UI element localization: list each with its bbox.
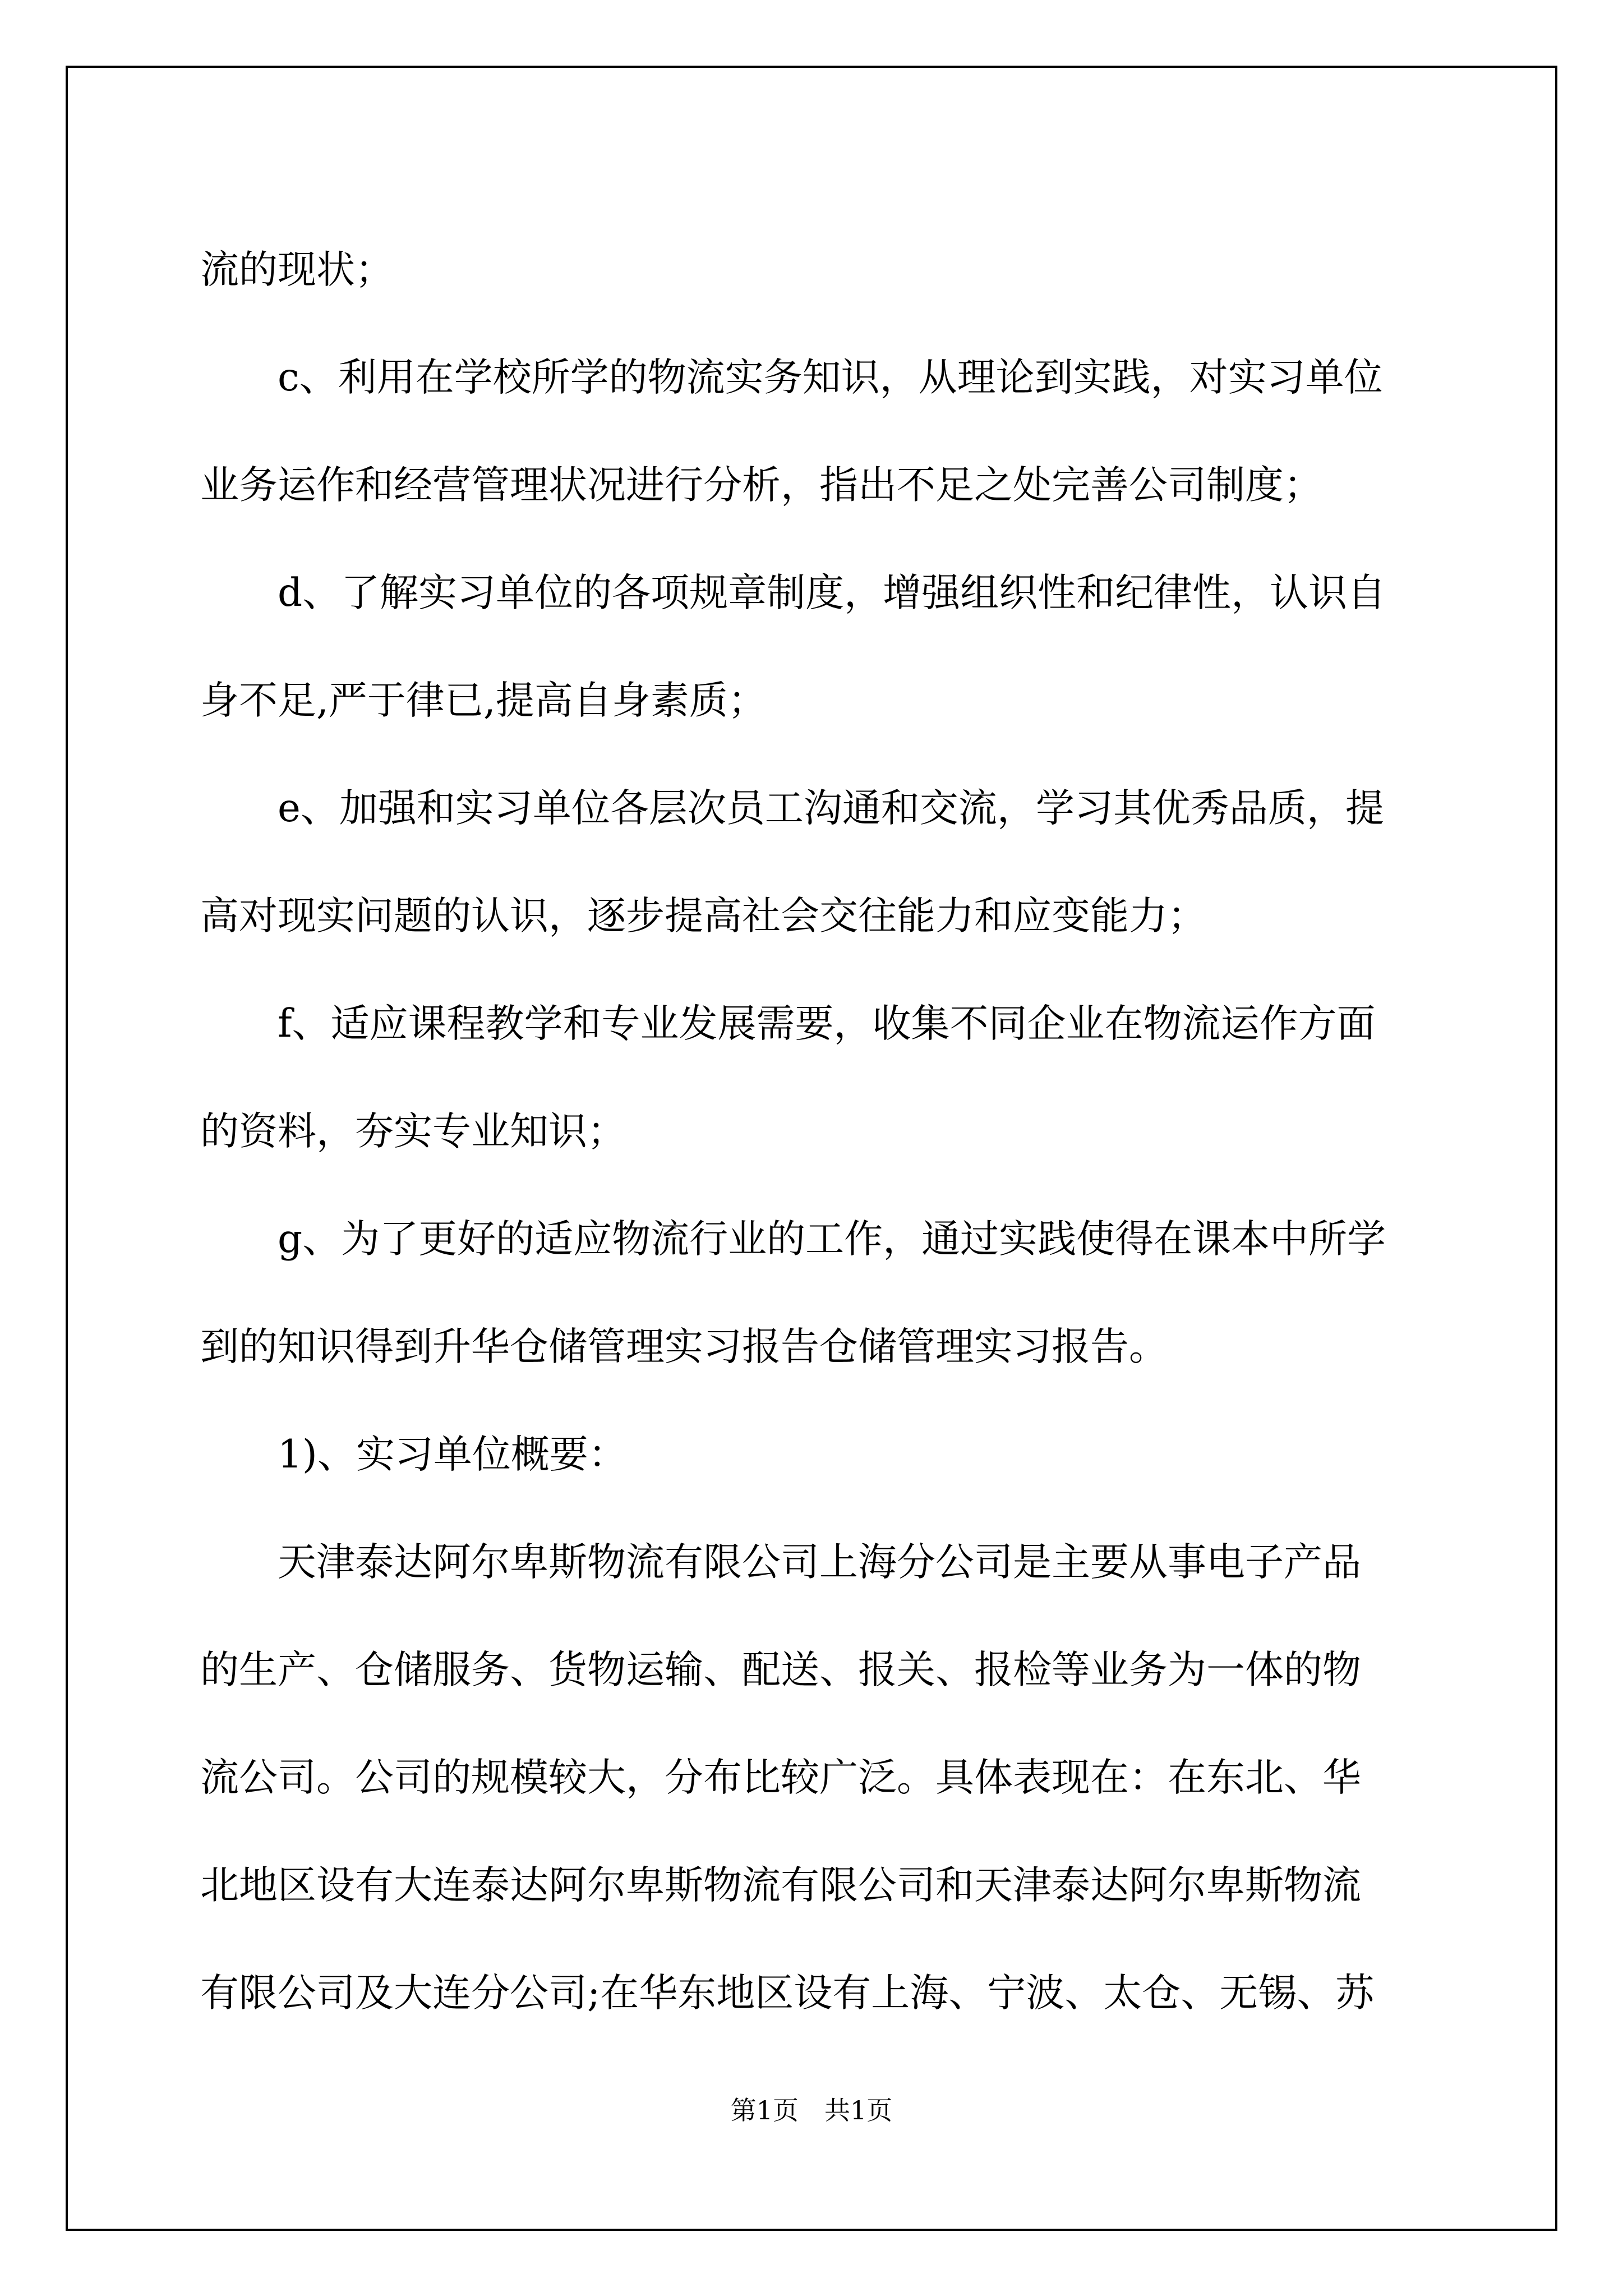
text-line: f、适应课程教学和专业发展需要，收集不同企业在物流运作方面 — [278, 1001, 1376, 1046]
text-line: 有限公司及大连分公司;在华东地区设有上海、宁波、太仓、无锡、苏 — [200, 1971, 1375, 2016]
text-line: 的生产、仓储服务、货物运输、配送、报关、报检等业务为一体的物 — [200, 1648, 1361, 1692]
text-line: 流的现状； — [200, 247, 394, 292]
section-heading: 1)、实习单位概要： — [278, 1432, 627, 1477]
text-line: 流公司。公司的规模较大，分布比较广泛。具体表现在：在东北、华 — [200, 1755, 1361, 1800]
page-number: 第1页 共1页 — [730, 2095, 893, 2125]
text-line: g、为了更好的适应物流行业的工作，通过实践使得在课本中所学 — [278, 1217, 1386, 1262]
text-line: 高对现实问题的认识，逐步提高社会交往能力和应变能力； — [200, 894, 1206, 938]
text-line: e、加强和实习单位各层次员工沟通和交流，学习其优秀品质，提 — [278, 786, 1384, 831]
text-line: 业务运作和经营管理状况进行分析，指出不足之处完善公司制度； — [200, 463, 1322, 508]
text-line: 北地区设有大连泰达阿尔卑斯物流有限公司和天津泰达阿尔卑斯物流 — [200, 1863, 1361, 1908]
document-body — [200, 216, 1430, 2047]
text-line: 天津泰达阿尔卑斯物流有限公司上海分公司是主要从事电子产品 — [278, 1540, 1361, 1585]
text-line: 身不足,严于律已,提高自身素质； — [200, 678, 767, 723]
text-line: 的资料，夯实专业知识； — [200, 1109, 626, 1154]
text-line: 到的知识得到升华仓储管理实习报告仓储管理实习报告。 — [200, 1324, 1168, 1369]
text-line: d、了解实习单位的各项规章制度，增强组织性和纪律性，认识自 — [278, 570, 1386, 615]
text-line: c、利用在学校所学的物流实务知识，从理论到实践，对实习单位 — [278, 355, 1383, 400]
